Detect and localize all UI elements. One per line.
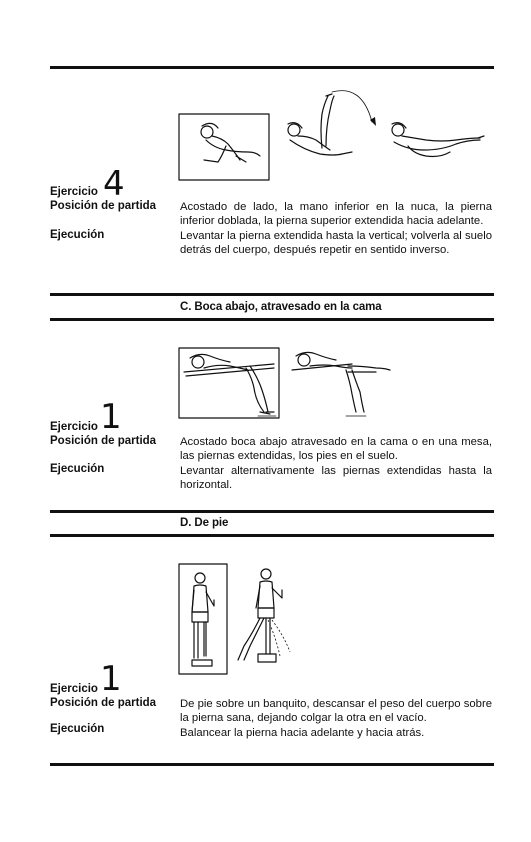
execution-text-c: Levantar alternativamente las piernas extendidas hasta la horizontal. — [180, 464, 492, 492]
bed-frame — [179, 114, 269, 180]
exercise-number-d: 1 — [100, 659, 122, 699]
section-c-illustration — [176, 346, 396, 422]
section-d-title: D. De pie — [180, 517, 229, 529]
bottom-rule — [50, 763, 494, 766]
figure-lying-side-1 — [201, 123, 260, 162]
start-position-text-c: Acostado boca abajo atravesado en la cama o en una mesa, las piernas extendidas, los pies en el suelo. — [180, 436, 492, 463]
section-d-illustration — [176, 562, 306, 678]
start-position-label-c: Posición de partida — [50, 435, 157, 447]
execution-label-d: Ejecución — [50, 723, 105, 735]
exercise-4-illustration — [176, 90, 492, 186]
section-c-text — [180, 435, 492, 493]
figure-standing-stool — [192, 573, 214, 666]
standing-frame — [179, 564, 227, 674]
top-rule — [50, 66, 494, 69]
section-d-text — [180, 697, 492, 740]
section-c-bottom-rule — [50, 318, 494, 321]
start-position-text: Acostado de lado, la mano inferior en la nuca, la pierna inferior doblada, la pierna superior extendida hacia adelante. — [180, 201, 492, 228]
exercise-number: 4 — [103, 164, 125, 204]
start-position-label-d: Posición de partida — [50, 697, 157, 709]
exercise-4-text — [180, 200, 492, 258]
exercise-label-d: Ejercicio — [50, 683, 98, 695]
execution-label-c: Ejecución — [50, 463, 105, 475]
execution-text: Levantar la pierna extendida hasta la vertical; volverla al suelo detrás del cuerpo, después repetir en sentido inverso. — [180, 229, 492, 257]
section-d-top-rule — [50, 510, 494, 513]
figure-swinging-leg — [238, 569, 290, 662]
figure-lying-side-2 — [392, 123, 484, 157]
section-c-top-rule — [50, 293, 494, 296]
exercise-label-c: Ejercicio — [50, 421, 98, 433]
section-d-bottom-rule — [50, 534, 494, 537]
section-c-title: C. Boca abajo, atravesado en la cama — [180, 301, 382, 313]
execution-label: Ejecución — [50, 229, 105, 241]
table-frame — [179, 348, 279, 418]
start-position-label: Posición de partida — [50, 200, 157, 212]
exercise-label: Ejercicio — [50, 186, 98, 198]
figure-prone-leg-raised — [292, 352, 390, 416]
figure-prone-on-table — [184, 354, 276, 416]
start-position-text-d: De pie sobre un banquito, descansar el peso del cuerpo sobre la pierna sana, dejando colgar la otra en el vacío. — [180, 698, 492, 725]
figure-leg-raised — [288, 91, 376, 155]
exercise-number-c: 1 — [100, 397, 122, 437]
execution-text-d: Balancear la pierna hacia adelante y hacia atrás. — [180, 726, 425, 739]
